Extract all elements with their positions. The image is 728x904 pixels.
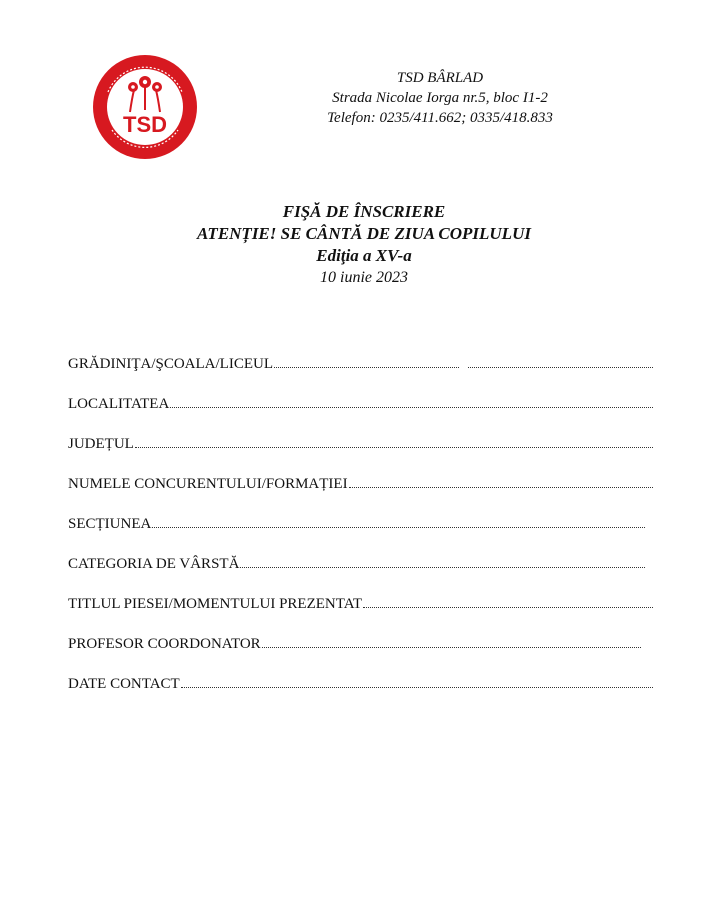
event-date: 10 iunie 2023: [320, 269, 408, 286]
fill-line[interactable]: [363, 606, 653, 608]
field-piece-title[interactable]: [68, 596, 653, 636]
field-age-category[interactable]: [68, 556, 653, 596]
field-label: LOCALITATEA: [68, 396, 170, 412]
header-phone: Telefon: 0235/411.662; 0335/418.833: [327, 110, 553, 126]
edition: Ediţia a XV-a: [316, 246, 412, 265]
field-teacher[interactable]: [68, 636, 653, 676]
field-label: NUMELE CONCURENTULUI/FORMAȚIEI: [68, 476, 348, 492]
field-contestant[interactable]: [68, 476, 653, 516]
registration-form: [68, 356, 653, 716]
field-label: DATE CONTACT: [68, 676, 180, 692]
field-label: CATEGORIA DE VÂRSTĂ: [68, 556, 240, 572]
field-school[interactable]: [68, 356, 653, 396]
field-county[interactable]: [68, 436, 653, 476]
event-title: ATENȚIE! SE CÂNTĂ DE ZIUA COPILULUI: [197, 224, 531, 243]
form-title: FIŞĂ DE ÎNSCRIERE: [282, 202, 446, 221]
field-label: TITLUL PIESEI/MOMENTULUI PREZENTAT: [68, 596, 363, 612]
field-label: GRĂDINIŢA/ŞCOALA/LICEUL: [68, 356, 273, 372]
field-contact[interactable]: [68, 676, 653, 716]
svg-text:TSD: TSD: [123, 112, 167, 137]
fill-line[interactable]: [274, 366, 459, 368]
header-block: [300, 68, 580, 128]
header-address: Strada Nicolae Iorga nr.5, bloc I1-2: [332, 90, 548, 106]
fill-line[interactable]: [262, 646, 641, 648]
fill-line[interactable]: [181, 686, 653, 688]
fill-line[interactable]: [240, 566, 645, 568]
fill-line[interactable]: [349, 486, 653, 488]
fill-line[interactable]: [135, 446, 653, 448]
field-label: PROFESOR COORDONATOR: [68, 636, 261, 652]
fill-line[interactable]: [152, 526, 645, 528]
title-block: [0, 201, 728, 289]
header-org: TSD BÂRLAD: [396, 70, 484, 86]
fill-line[interactable]: [170, 406, 653, 408]
field-label: SECȚIUNEA: [68, 516, 152, 532]
field-locality[interactable]: [68, 396, 653, 436]
field-label: JUDEȚUL: [68, 436, 134, 452]
fill-line[interactable]: [468, 366, 653, 368]
field-section[interactable]: [68, 516, 653, 556]
tsd-logo: [90, 52, 200, 162]
